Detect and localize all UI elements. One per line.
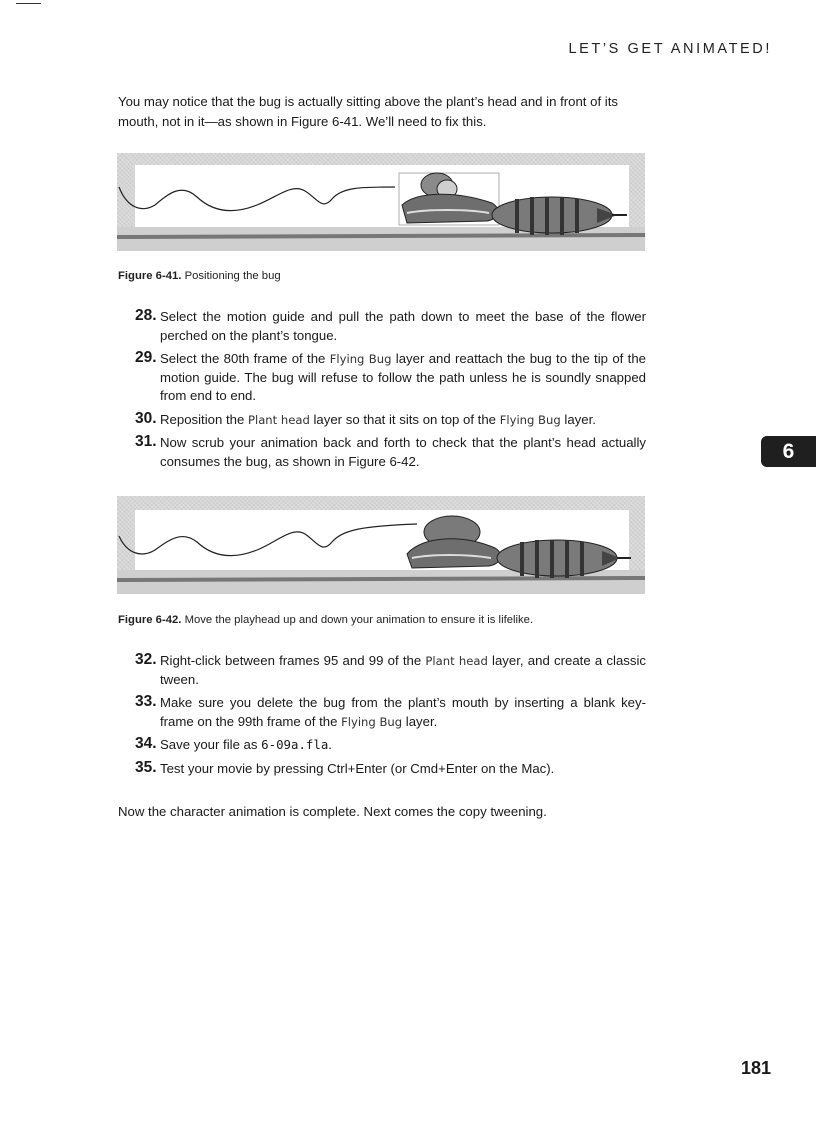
step-item <box>118 760 646 779</box>
step-item <box>118 350 646 406</box>
page-number: 181 <box>740 1058 771 1078</box>
step-item <box>118 652 646 689</box>
crop-mark <box>16 3 41 4</box>
step-number: 29. <box>135 349 157 366</box>
step-number: 33. <box>135 693 157 710</box>
figure-6-41-image <box>117 153 645 251</box>
ui-term: Flying Bug <box>341 714 403 729</box>
step-text: Test your movie by pressing Ctrl+Enter (or Cmd+Enter on the Mac). <box>160 760 555 776</box>
closing-paragraph: Now the character animation is complete. Next comes the copy tweening. <box>118 804 547 819</box>
step-text: Select the 80th frame of the <box>160 351 330 366</box>
ui-term: Plant head <box>247 412 310 427</box>
step-list <box>118 652 646 783</box>
animation-stage-illustration <box>117 496 645 594</box>
step-text: Right-click between frames 95 and 99 of the <box>160 653 426 668</box>
step-item <box>118 308 646 345</box>
running-head: LET’S GET ANIMATED! <box>568 41 772 57</box>
step-text: Select the motion guide and pull the path down to meet the base of the flower perched on the plant’s tongue. <box>160 309 646 343</box>
filename: 6-09a.fla <box>261 737 329 752</box>
step-number: 28. <box>135 307 157 324</box>
animation-stage-illustration <box>117 153 645 251</box>
step-text: layer. <box>560 411 596 427</box>
step-text: layer and reattach the bug to the tip of the motion guide. The bug will refuse to follow the path unless he is soundly snapped from end to end. <box>160 351 646 403</box>
ui-term: Plant head <box>425 654 488 668</box>
step-item <box>118 411 646 430</box>
step-item <box>118 694 646 731</box>
step-text: Reposition the <box>160 411 248 427</box>
figure-6-42-image <box>117 496 645 594</box>
figure-label: Figure 6-41. <box>118 270 182 282</box>
figure-6-41-caption <box>118 270 281 282</box>
step-text: layer, and create a classic tween. <box>160 653 647 687</box>
step-number: 35. <box>135 758 157 776</box>
caption-text: Move the playhead up and down your animation to ensure it is lifelike. <box>184 614 534 626</box>
step-text: layer so that it sits on top of the <box>309 411 500 427</box>
step-text: Make sure you delete the bug from the plant’s mouth by inserting a blank key-frame on the 99th frame of the <box>160 695 646 729</box>
figure-6-42-caption <box>118 614 533 626</box>
step-number: 30. <box>135 409 157 427</box>
intro-paragraph: You may notice that the bug is actually sitting above the plant’s head and in front of its mouth, not in it—as shown in Figure 6-41. We’ll need to fix this. <box>118 94 618 129</box>
step-item <box>118 736 646 755</box>
step-item <box>118 434 646 471</box>
step-number: 32. <box>135 651 157 668</box>
caption-text: Positioning the bug <box>184 270 281 282</box>
step-number: 31. <box>135 433 157 450</box>
figure-label: Figure 6-42. <box>118 614 182 626</box>
ui-term: Flying Bug <box>329 352 392 366</box>
step-number: 34. <box>135 735 157 752</box>
step-list <box>118 308 646 476</box>
step-text: Now scrub your animation back and forth to check that the plant’s head actually consumes the bug, as shown in Figure 6-42. <box>160 435 646 469</box>
ui-term: Flying Bug <box>499 412 561 427</box>
chapter-tab: 6 <box>761 436 816 467</box>
step-text: layer. <box>402 713 438 729</box>
step-text: Save your file as <box>160 737 262 752</box>
step-text: . <box>328 737 332 752</box>
